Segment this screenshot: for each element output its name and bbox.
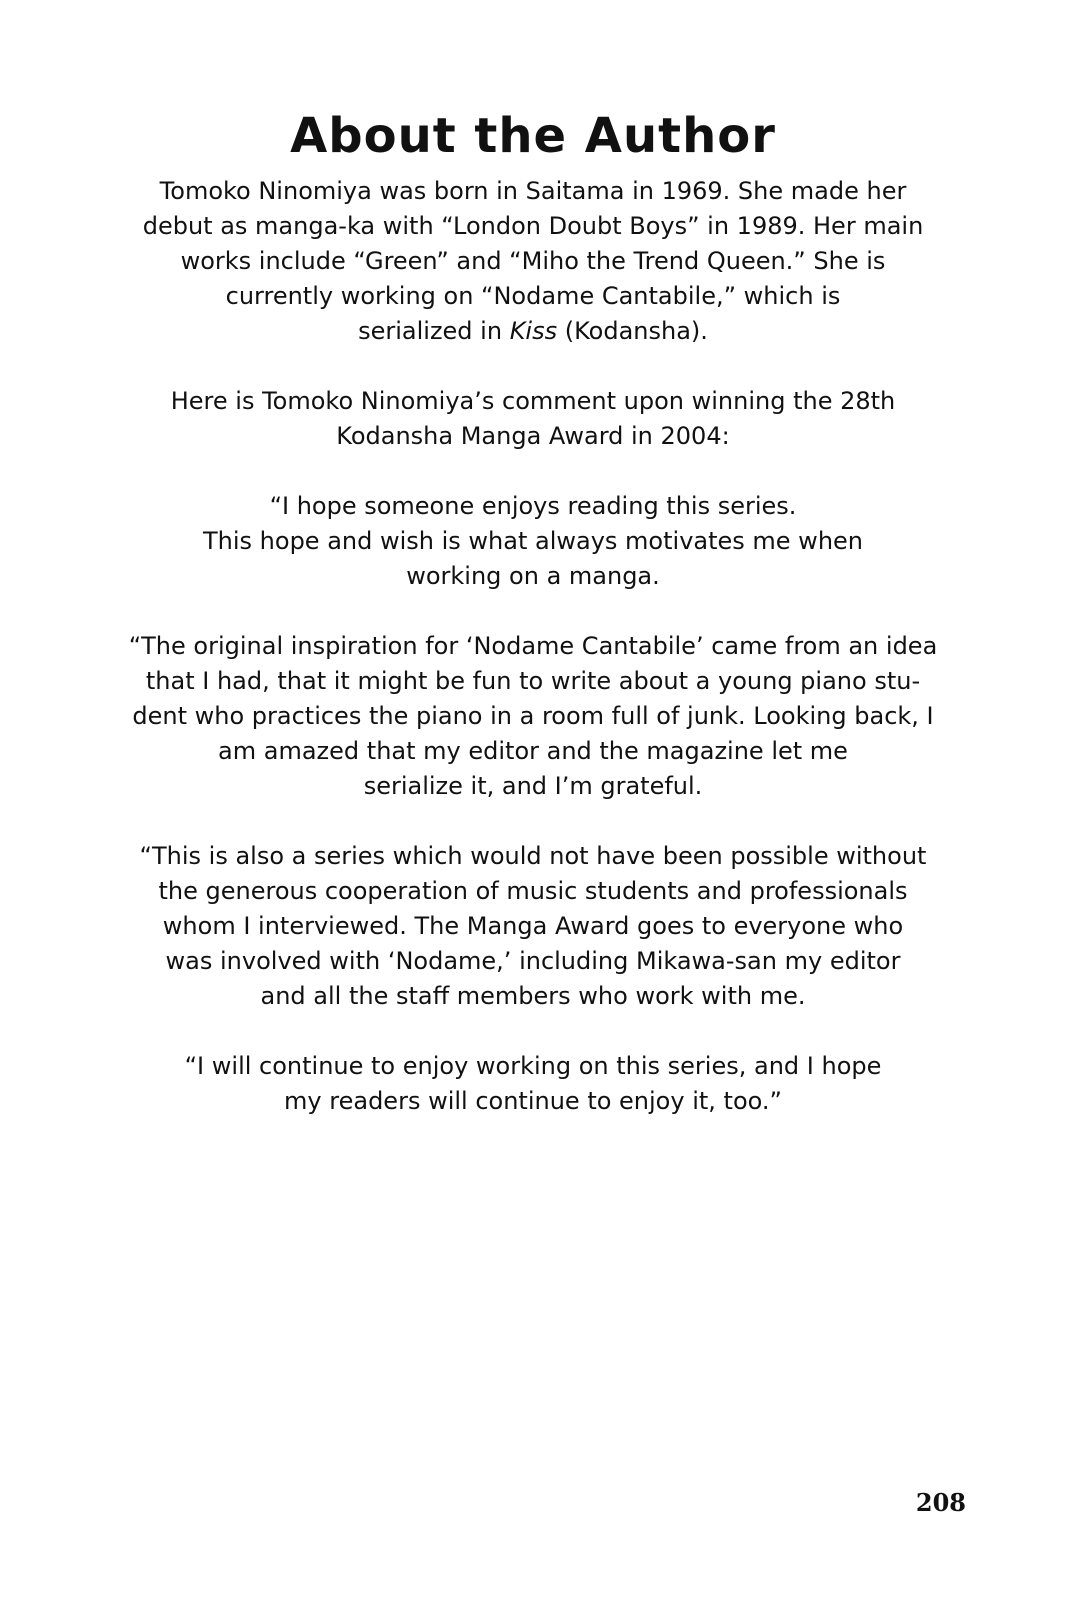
magazine-title: Kiss [509,317,558,345]
bio-line: currently working on “Nodame Cantabile,” which is [225,282,841,310]
quote-line: was involved with ‘Nodame,’ including Mikawa-san my editor [165,947,901,975]
quote-line: my readers will continue to enjoy it, too.” [284,1087,782,1115]
quote-line: This hope and wish is what always motivates me when [203,527,863,555]
quote-line: the generous cooperation of music students and professionals [158,877,908,905]
quote-line: “I hope someone enjoys reading this series. [269,492,797,520]
page-title: About the Author [290,108,776,164]
quote-line: “The original inspiration for ‘Nodame Cantabile’ came from an idea [128,632,938,660]
intro-line: Here is Tomoko Ninomiya’s comment upon winning the 28th [170,387,896,415]
quote-line: am amazed that my editor and the magazine let me [218,737,848,765]
bio-line: Tomoko Ninomiya was born in Saitama in 1969. She made her [159,177,907,205]
quote-line: serialize it, and I’m grateful. [363,772,703,800]
quote-paragraph-1 [100,489,966,594]
quote-line: working on a manga. [406,562,660,590]
quote-paragraph-3 [100,839,966,1014]
quote-line: dent who practices the piano in a room full of junk. Looking back, I [132,702,934,730]
bio-line [100,314,966,349]
quote-line: whom I interviewed. The Manga Award goes to everyone who [162,912,904,940]
quote-line: and all the staff members who work with me. [260,982,806,1010]
quote-line: “This is also a series which would not have been possible without [139,842,927,870]
intro-paragraph [100,384,966,454]
bio-text: serialized in [358,317,510,345]
bio-line: works include “Green” and “Miho the Trend Queen.” She is [180,247,886,275]
quote-line: “I will continue to enjoy working on this series, and I hope [184,1052,882,1080]
bio-paragraph [100,174,966,349]
intro-line: Kodansha Manga Award in 2004: [336,422,730,450]
quote-line: that I had, that it might be fun to write about a young piano stu- [145,667,921,695]
bio-text: (Kodansha). [557,317,708,345]
bio-line: debut as manga-ka with “London Doubt Boys” in 1989. Her main [142,212,924,240]
quote-paragraph-4 [100,1049,966,1119]
author-bio-content [100,174,966,1154]
quote-paragraph-2 [100,629,966,804]
page-number: 208 [915,1488,966,1517]
